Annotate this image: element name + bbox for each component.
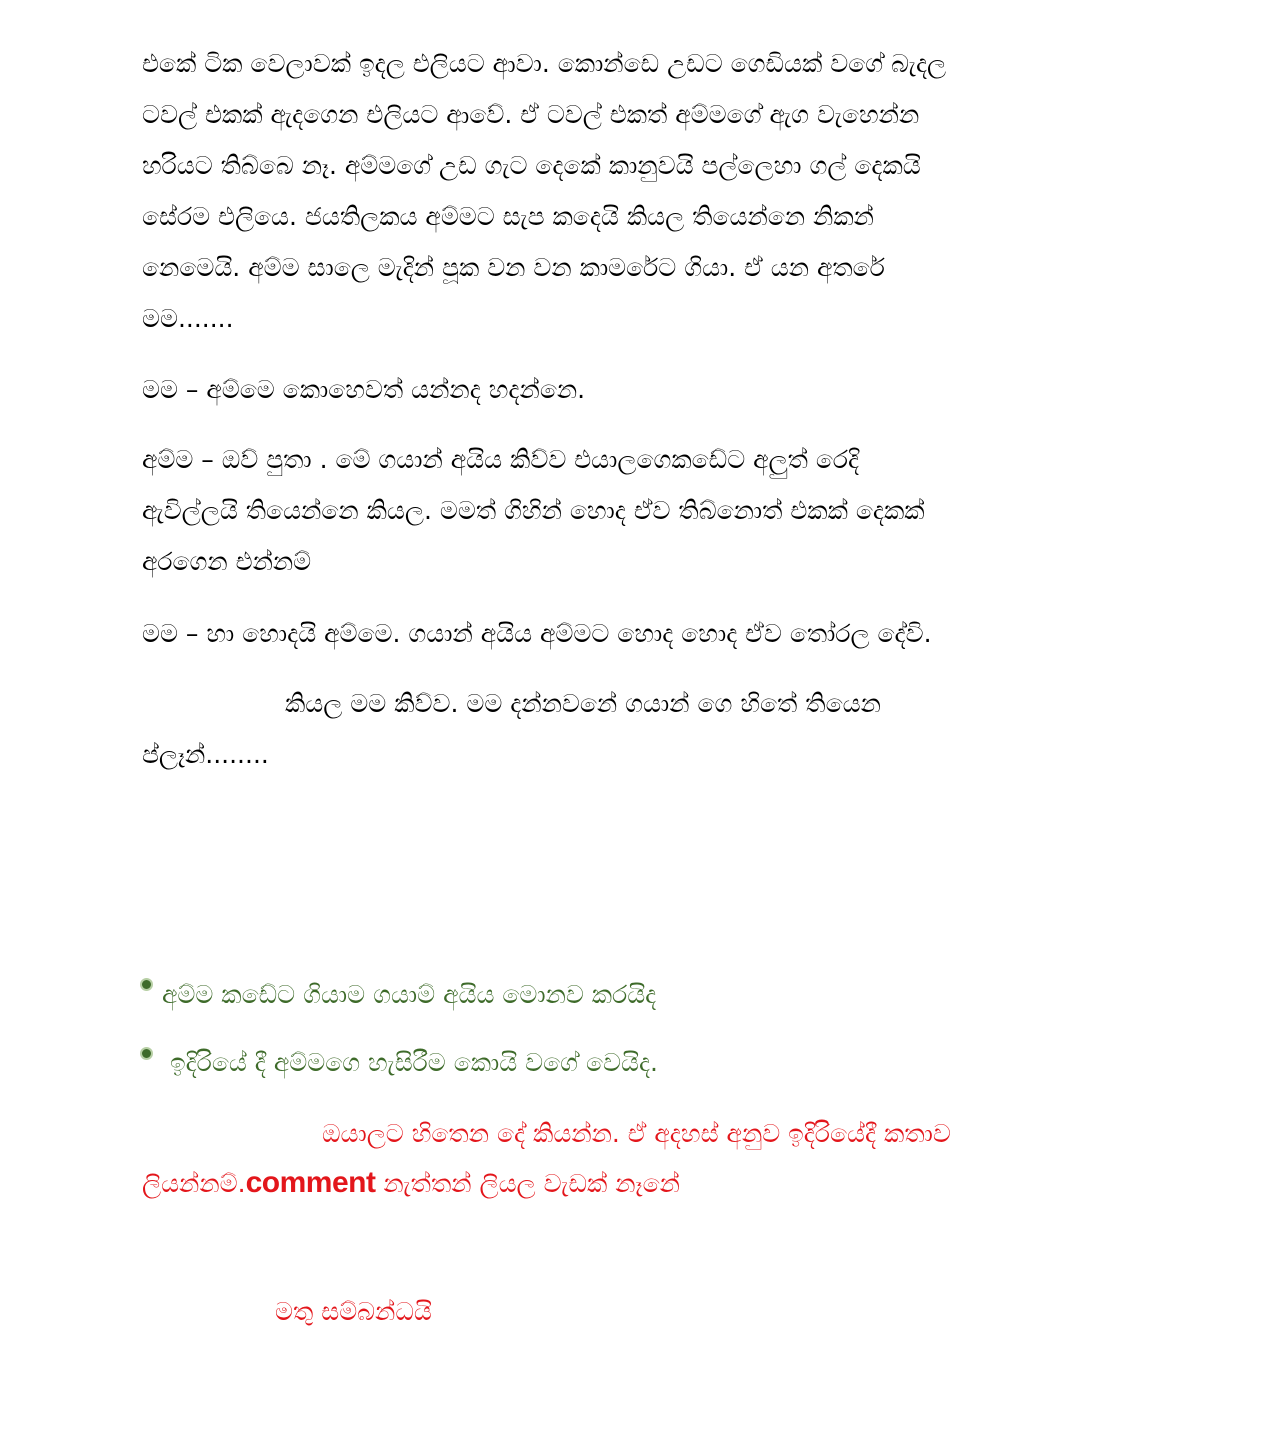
bullet-dot-icon bbox=[140, 1047, 153, 1060]
story-line-12: කියල මම කිව්ව. මම දන්නවනේ ගයාන් ගෙ හිතේ තියෙන bbox=[285, 689, 881, 718]
story-line-8: අම්ම – ඔව් පුතා . මේ ගයාන් අයිය කිව්ව එයාලගෙකඩේට අලුත් රෙදි bbox=[142, 445, 860, 474]
story-line-7: මම – අම්මෙ කොහෙවත් යන්නද හදන්නෙ. bbox=[142, 375, 586, 404]
story-line-4: සේරම එලියෙ. ජයතිලකය අම්මට සැප කදෙයි කියල තියෙන්නෙ නිකන් bbox=[142, 202, 874, 231]
request-line-2 bbox=[142, 1165, 680, 1202]
request-line-1: ඔයාලට හිතෙන දේ කියන්න. ඒ අදහස් අනුව ඉදිරියේදී කතාව bbox=[322, 1119, 951, 1148]
request-line-2-pre: ලියන්නම්. bbox=[142, 1169, 246, 1198]
story-line-10: අරගෙන එන්නම් bbox=[142, 547, 312, 576]
signature: මතු සම්බන්ධයි bbox=[275, 1297, 432, 1326]
story-line-2: ටවල් එකක් ඇදගෙන එලියට ආවේ. ඒ ටවල් එකත් අම්මගේ ඇග වැහෙන්න bbox=[142, 100, 920, 129]
question-item-2: ඉදිරියේ දී අම්මගෙ හැසිරීම කොයි වගේ වෙයිද. bbox=[170, 1048, 659, 1077]
question-item-1: අම්ම කඩේට ගියාම ගයාම් අයිය මොනව කරයිද bbox=[162, 980, 657, 1009]
request-line-2-post: නැත්තන් ලියල වැඩක් නෑනේ bbox=[375, 1169, 680, 1198]
story-line-5: නෙමෙයි. අම්ම සාලෙ මැදින් පූක වන වන කාමරේට ගියා. ඒ යන අතරේ bbox=[142, 253, 885, 282]
bullet-dot-icon bbox=[140, 978, 153, 991]
story-line-6: මම....... bbox=[142, 304, 234, 333]
story-line-1: එකේ ටික වෙලාවක් ඉදල එලියට ආවා. කොන්ඩෙ උඩට ගෙඩියක් වගේ බැදල bbox=[142, 49, 947, 78]
story-line-9: ඇවිල්ලයි තියෙන්නෙ කියල. මමත් ගිහින් හොද ඒව තිබ්නොත් එකක් දෙකක් bbox=[142, 496, 925, 525]
story-line-13: ප්ලෑන්........ bbox=[142, 740, 269, 769]
story-line-3: හරියට තිබ්බෙ නෑ. අම්මගේ උඩ ගැට දෙකේ කානුවයි පල්ලෙහා ගල් දෙකයි bbox=[142, 151, 921, 180]
story-line-11: මම – හා හොදයි අම්මෙ. ගයාන් අයිය අම්මට හොද හොද ඒව තෝරල දේවි. bbox=[142, 619, 932, 648]
comment-word: comment bbox=[245, 1166, 376, 1199]
